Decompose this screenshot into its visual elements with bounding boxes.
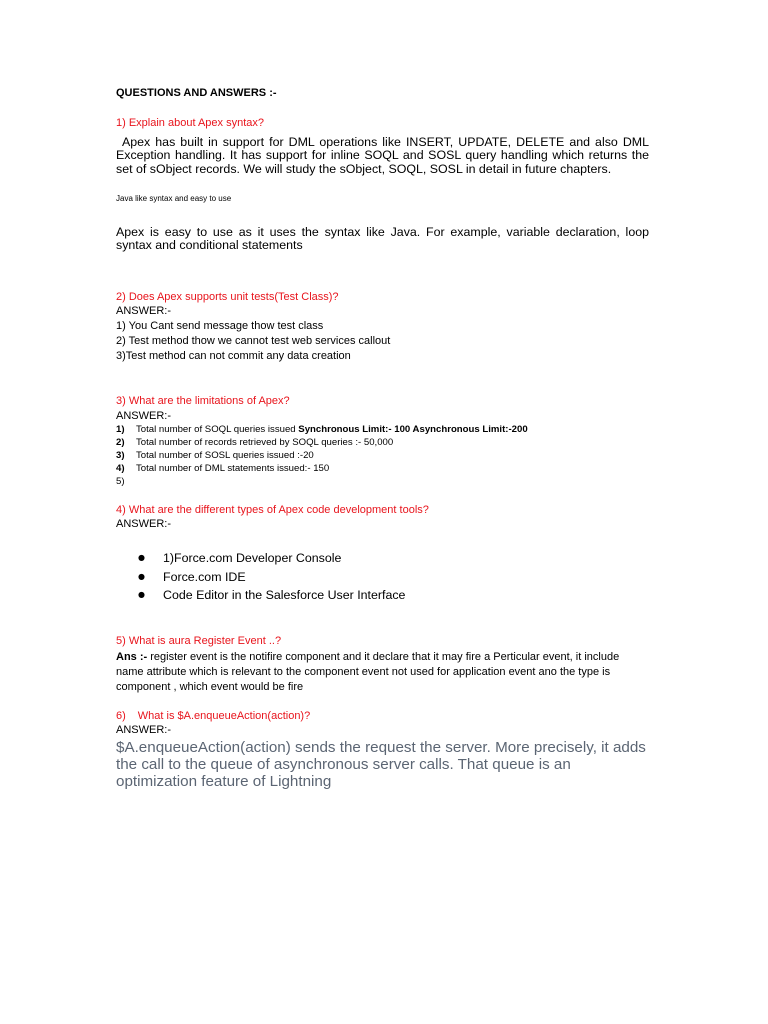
- question-5: 5) What is aura Register Event ..?: [116, 635, 282, 647]
- q4-answer-label: ANSWER:-: [116, 518, 171, 530]
- bullet-icon: ●: [138, 553, 145, 562]
- bullet-icon: ●: [138, 572, 145, 581]
- question-1: 1) Explain about Apex syntax?: [116, 117, 264, 129]
- q1-subheading: Java like syntax and easy to use: [116, 194, 232, 203]
- bullet-icon: ●: [138, 590, 145, 599]
- limit-text: Total number of SOQL queries issued: [136, 424, 299, 435]
- limit-bold-text: Synchronous Limit:- 100 Asynchronous Limit:-200: [298, 424, 528, 435]
- q2-answer-line: 3)Test method can not commit any data creation: [116, 350, 351, 362]
- tool-name: 1)Force.com Developer Console: [163, 551, 342, 565]
- limit-item: [116, 437, 393, 448]
- q1-second-paragraph: Apex is easy to use as it uses the syntax like Java. For example, variable declaration, loop syntax and conditional statements: [116, 225, 649, 253]
- question-2: 2) Does Apex supports unit tests(Test Class)?: [116, 291, 339, 303]
- question-3: 3) What are the limitations of Apex?: [116, 395, 290, 407]
- limit-text: Total number of SOSL queries issued :-20: [136, 450, 314, 461]
- q3-answer-label: ANSWER:-: [116, 410, 171, 422]
- limit-number: 3): [116, 450, 125, 461]
- q6-answer-label: ANSWER:-: [116, 724, 171, 736]
- q6-answer: $A.enqueueAction(action) sends the request the server. More precisely, it adds the call to the queue of asynchronous server calls. That queue is an optimization feature of Lightning: [116, 739, 646, 790]
- limit-item: [116, 424, 528, 435]
- ans-label: Ans :-: [116, 651, 148, 663]
- limit-number: 4): [116, 463, 125, 474]
- tool-name: Code Editor in the Salesforce User Interface: [163, 588, 406, 602]
- limit-item-empty: 5): [116, 476, 125, 487]
- q5-answer: [116, 650, 646, 695]
- q2-answer-line: 1) You Cant send message thow test class: [116, 320, 324, 332]
- q1-answer-paragraph: Apex has built in support for DML operations like INSERT, UPDATE, DELETE and also DML Exception handling. It has support for inline SOQL and SOSL query handling which returns the set of sObject records. We will study the sObject, SOQL, SOSL in detail in future chapters.: [116, 135, 649, 176]
- page-heading: QUESTIONS AND ANSWERS :-: [116, 87, 277, 99]
- limit-item: [116, 450, 314, 461]
- q2-answer-label: ANSWER:-: [116, 305, 171, 317]
- limit-number: 2): [116, 437, 125, 448]
- question-4: 4) What are the different types of Apex code development tools?: [116, 504, 429, 516]
- limit-number: 1): [116, 424, 125, 435]
- question-6: [116, 710, 310, 722]
- tool-name: Force.com IDE: [163, 570, 246, 584]
- limit-text: Total number of records retrieved by SOQL queries :- 50,000: [136, 437, 394, 448]
- q2-answer-line: 2) Test method thow we cannot test web services callout: [116, 335, 391, 347]
- question-6-text: What is $A.enqueueAction(action)?: [137, 710, 311, 722]
- limit-text: Total number of DML statements issued:- 150: [136, 463, 330, 474]
- limit-item: [116, 463, 329, 474]
- question-6-number: 6): [116, 710, 126, 722]
- q5-answer-text: register event is the notifire component and it declare that it may fire a Perticular event, it include name attribute which is relevant to the component event not used for application event ano the type is component , which event would be fire: [116, 651, 620, 693]
